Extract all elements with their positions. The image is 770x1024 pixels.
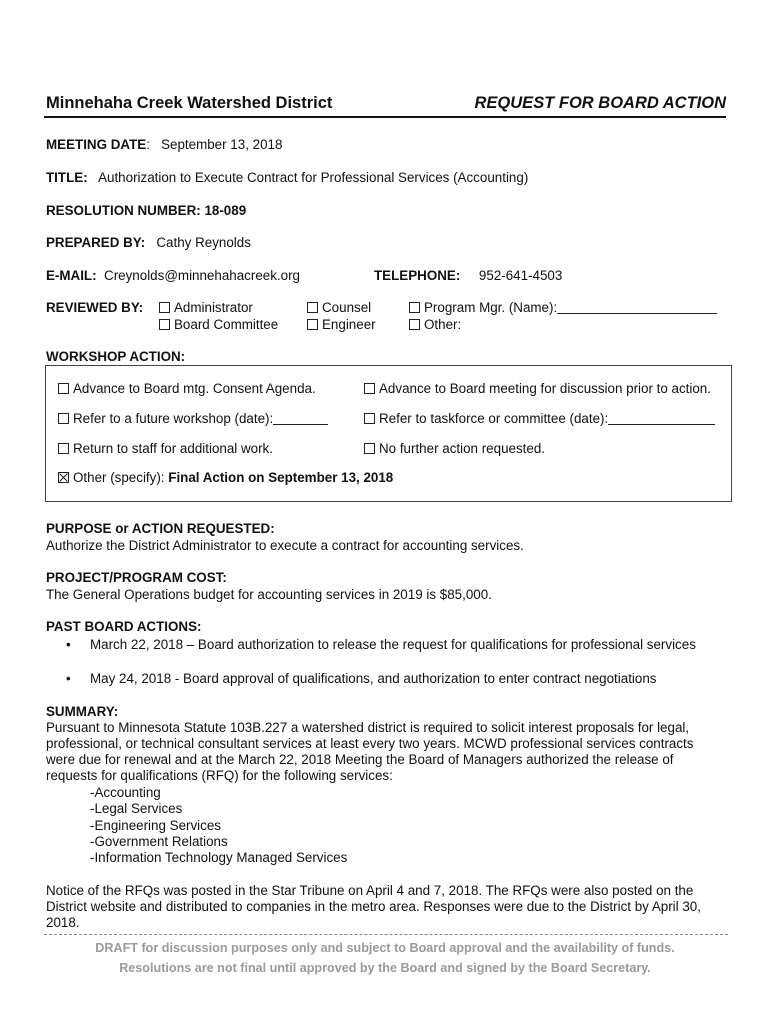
summary-line: professional, or technical consultant services at least every two years. MCWD professional services contracts	[46, 736, 694, 751]
footer-disclaimer-line2: Resolutions are not final until approved by the Board and signed by the Board Secretary.	[119, 961, 651, 975]
notice-line: Notice of the RFQs was posted in the Star Tribune on April 4 and 7, 2018. The RFQs were also posted on the	[46, 883, 694, 898]
workshop-taskforce-label: Refer to taskforce or committee (date):	[379, 411, 609, 426]
telephone-label: TELEPHONE:	[374, 268, 461, 283]
list-item: • March 22, 2018 – Board authorization to release the request for qualifications for professional services	[66, 637, 696, 652]
summary-line: were due for renewal and at the March 22, 2018 Meeting the Board of Managers authorized the release of	[46, 752, 674, 767]
cost-text: The General Operations budget for accounting services in 2019 is $85,000.	[46, 587, 492, 602]
reviewed-board-committee-label: Board Committee	[174, 317, 279, 332]
service-item: -Government Relations	[90, 834, 228, 849]
checkbox-icon[interactable]	[159, 319, 170, 330]
meeting-date-value: September 13, 2018	[161, 137, 283, 152]
list-item: • May 24, 2018 - Board approval of qualifications, and authorization to enter contract negotiations	[66, 671, 657, 686]
checkbox-icon[interactable]	[159, 302, 170, 313]
prepared-by-label: PREPARED BY:	[46, 235, 146, 250]
footer-rule	[44, 934, 728, 935]
workshop-taskforce[interactable]	[364, 411, 715, 426]
checkbox-icon[interactable]	[58, 383, 69, 394]
workshop-no-further-action[interactable]	[364, 441, 545, 456]
workshop-discussion-label: Advance to Board meeting for discussion prior to action.	[379, 381, 711, 396]
workshop-return-to-staff[interactable]	[58, 441, 273, 456]
reviewed-engineer-label: Engineer	[322, 317, 376, 332]
reviewed-board-committee[interactable]	[159, 317, 278, 332]
checkbox-icon[interactable]	[409, 319, 420, 330]
taskforce-date-line[interactable]	[608, 412, 715, 425]
workshop-consent-agenda[interactable]	[58, 381, 316, 396]
checkbox-icon[interactable]	[307, 319, 318, 330]
notice-line: District website and distributed to companies in the metro area. Responses were due to the District by April 30,	[46, 899, 701, 914]
notice-line: 2018.	[46, 915, 80, 930]
checkbox-icon[interactable]	[364, 443, 375, 454]
workshop-no-further-action-label: No further action requested.	[379, 441, 545, 456]
checkbox-icon[interactable]	[364, 413, 375, 424]
prepared-by-value: Cathy Reynolds	[156, 235, 251, 250]
email-row	[46, 268, 300, 283]
workshop-action-label: WORKSHOP ACTION:	[46, 349, 186, 364]
title-value: Authorization to Execute Contract for Professional Services (Accounting)	[98, 170, 529, 185]
meeting-date-row: MEETING DATE: September 13, 2018	[46, 137, 283, 152]
checkbox-icon[interactable]	[307, 302, 318, 313]
workshop-consent-agenda-label: Advance to Board mtg. Consent Agenda.	[73, 381, 316, 396]
prepared-by-row	[46, 235, 251, 250]
service-item: -Legal Services	[90, 801, 183, 816]
purpose-heading: PURPOSE or ACTION REQUESTED:	[46, 521, 275, 536]
reviewed-program-mgr-label: Program Mgr. (Name):	[424, 300, 558, 315]
checkbox-icon[interactable]	[58, 443, 69, 454]
summary-heading: SUMMARY:	[46, 704, 119, 719]
past-actions-heading: PAST BOARD ACTIONS:	[46, 619, 202, 634]
district-name: Minnehaha Creek Watershed District	[46, 94, 333, 112]
header-rule	[44, 116, 726, 118]
telephone-value: 952-641-4503	[478, 268, 563, 283]
title-label: TITLE:	[46, 170, 88, 185]
workshop-future-workshop[interactable]	[58, 411, 328, 426]
reviewed-counsel-label: Counsel	[322, 300, 372, 315]
checkbox-icon[interactable]	[409, 302, 420, 313]
title-row	[46, 170, 528, 185]
summary-line: requests for qualifications (RFQ) for the following services:	[46, 768, 393, 783]
future-workshop-date-line[interactable]	[273, 412, 328, 425]
program-mgr-name-line[interactable]	[557, 301, 717, 314]
checkbox-icon[interactable]	[364, 383, 375, 394]
bullet-icon: •	[66, 671, 71, 686]
reviewed-administrator[interactable]	[159, 300, 253, 315]
document-type-title: REQUEST FOR BOARD ACTION	[474, 94, 726, 112]
reviewed-other-label: Other:	[424, 317, 462, 332]
checked-checkbox-icon[interactable]	[58, 472, 69, 483]
workshop-discussion[interactable]	[364, 381, 711, 396]
footer-disclaimer-line1: DRAFT for discussion purposes only and subject to Board approval and the availability of funds.	[95, 941, 675, 955]
resolution-number: RESOLUTION NUMBER: 18-089	[46, 203, 247, 218]
reviewed-counsel[interactable]	[307, 300, 371, 315]
email-label: E-MAIL:	[46, 268, 97, 283]
summary-line: Pursuant to Minnesota Statute 103B.227 a watershed district is required to solicit interest proposals for legal,	[46, 720, 690, 735]
service-item: -Accounting	[90, 785, 161, 800]
email-value: Creynolds@minnehahacreek.org	[104, 268, 300, 283]
workshop-future-workshop-label: Refer to a future workshop (date):	[73, 411, 274, 426]
checkbox-icon[interactable]	[58, 413, 69, 424]
workshop-other-value: Final Action on September 13, 2018	[168, 470, 394, 485]
reviewed-administrator-label: Administrator	[174, 300, 253, 315]
reviewed-other[interactable]	[409, 317, 461, 332]
workshop-return-to-staff-label: Return to staff for additional work.	[73, 441, 273, 456]
cost-heading: PROJECT/PROGRAM COST:	[46, 570, 227, 585]
workshop-other[interactable]	[58, 470, 393, 485]
reviewed-program-mgr[interactable]	[409, 300, 717, 315]
reviewed-by-label: REVIEWED BY:	[46, 300, 144, 315]
bullet-icon: •	[66, 637, 71, 652]
service-item: -Engineering Services	[90, 818, 221, 833]
reviewed-engineer[interactable]	[307, 317, 376, 332]
meeting-date-label: MEETING DATE	[46, 137, 147, 152]
purpose-text: Authorize the District Administrator to execute a contract for accounting services.	[46, 538, 524, 553]
workshop-other-label: Other (specify):	[73, 470, 165, 485]
service-item: -Information Technology Managed Services	[90, 850, 348, 865]
telephone-row	[374, 268, 562, 283]
